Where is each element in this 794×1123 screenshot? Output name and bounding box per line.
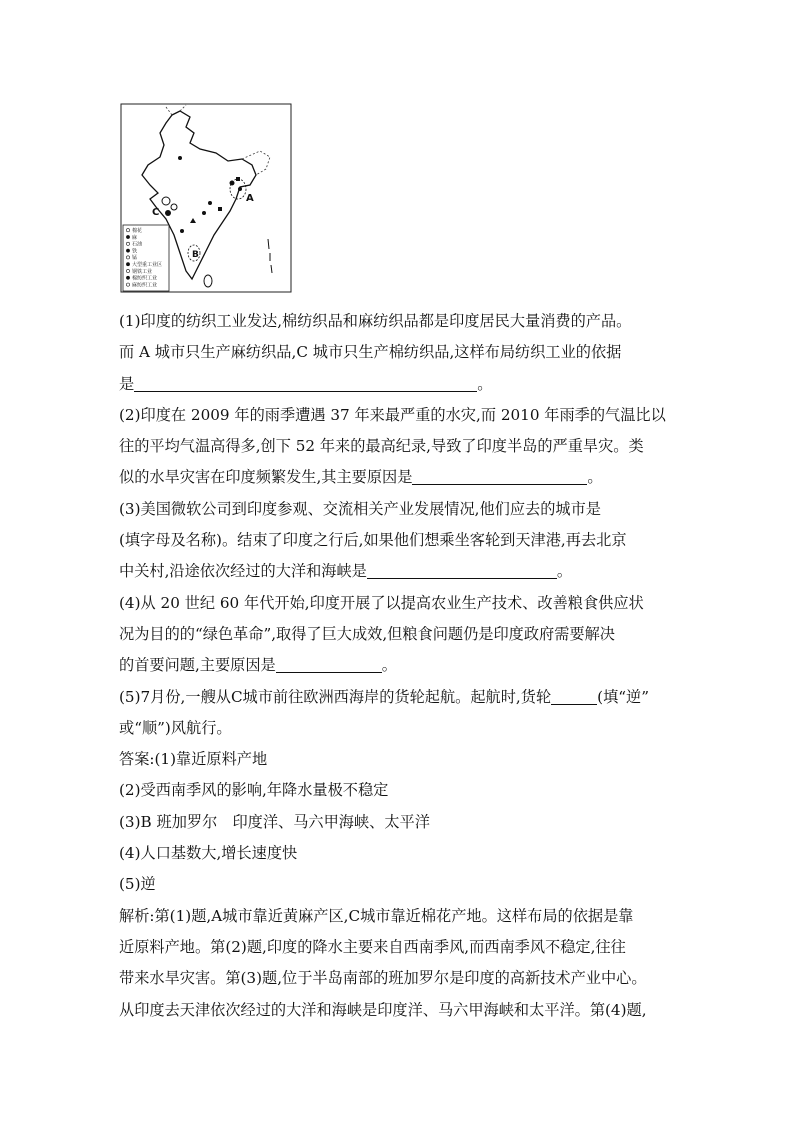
analysis-line-2: 近原料产地。第(2)题,印度的降水主要来自西南季风,而西南季风不稳定,往往 (119, 937, 626, 956)
map-symbol (218, 207, 222, 211)
answer-blank-2 (412, 464, 587, 485)
legend-symbol (126, 276, 129, 279)
q2-line-1: (2)印度在 2009 年的雨季遭遇 37 年来最严重的水灾,而 2010 年雨季的气温比以 (119, 405, 666, 424)
q1-line-3 (119, 369, 679, 400)
legend-symbol (126, 249, 129, 252)
q2-line-3-pre: 似的水旱灾害在印度频繁发生,其主要原因是 (119, 468, 413, 487)
q3-line-3-post: 。 (556, 562, 573, 581)
q2-line-3-post: 。 (587, 468, 603, 487)
q2-line-2: 往的平均气温高得多,创下 52 年来的最高纪录,导致了印度半岛的严重旱灾。类 (119, 437, 644, 456)
map-symbol (208, 201, 212, 205)
legend-symbol (126, 235, 129, 238)
q4-line-1: (4)从 20 世纪 60 年代开始,印度开展了以提高农业生产技术、改善粮食供应状 (119, 593, 644, 612)
answer-3: (3)B 班加罗尔 印度洋、马六甲海峡、太平洋 (119, 812, 430, 831)
legend-label: 大型重工业区 (132, 262, 163, 268)
analysis-line-3: 带来水旱灾害。第(3)题,位于半岛南部的班加罗尔是印度的高新技术产业中心。 (119, 969, 647, 988)
answer-blank-4 (276, 652, 382, 673)
analysis-line-4: 从印度去天津依次经过的大洋和海峡是印度洋、马六甲海峡和太平洋。第(4)题, (119, 1000, 647, 1019)
legend-label: 钢铁工业 (132, 268, 153, 275)
q5-line-1-pre: (5)7月份,一艘从C城市前往欧洲西海岸的货轮起航。起航时,货轮 (119, 687, 552, 706)
legend-label: 铁 (132, 248, 138, 255)
q3-line-3 (119, 556, 679, 587)
map-label-c: C (152, 207, 160, 218)
legend-label: 棉纺织工业 (132, 275, 158, 282)
q1-line-2: 而 A 城市只生产麻纺织品,C 城市只生产棉纺织品,这样布局纺织工业的依据 (119, 343, 622, 362)
map-symbol (165, 210, 171, 216)
legend-label: 锰 (132, 255, 138, 262)
q2-line-3 (119, 462, 679, 493)
map-symbol (180, 229, 184, 233)
legend-symbol (126, 263, 129, 266)
map-symbol (202, 211, 206, 215)
legend-label: 棉花 (132, 228, 143, 234)
india-industry-map (120, 103, 292, 293)
answer-5: (5)逆 (119, 875, 156, 894)
q4-line-3-post: 。 (381, 656, 397, 675)
answer-blank-1 (134, 371, 477, 392)
q1-line-3-post: 。 (477, 374, 493, 393)
answer-4: (4)人口基数大,增长速度快 (119, 844, 298, 863)
answer-blank-3 (367, 558, 557, 579)
question-text (119, 306, 679, 1026)
analysis-line-1: 解析:第(1)题,A城市靠近黄麻产区,C城市靠近棉花产地。这样布局的依据是靠 (119, 906, 634, 925)
q1-line-1: (1)印度的纺织工业发达,棉纺织品和麻纺织品都是印度居民大量消费的产品。 (119, 312, 632, 330)
map-symbol (238, 187, 242, 191)
answer-title: 答案:(1)靠近原料产地 (119, 750, 268, 769)
legend-label: 石油 (132, 241, 143, 248)
map-label-a: A (246, 193, 254, 204)
q5-line-1-post: (填“逆” (597, 687, 649, 706)
q3-line-2: (填字母及名称)。结束了印度之行后,如果他们想乘坐客轮到天津港,再去北京 (119, 531, 627, 550)
q4-line-2: 况为目的的“绿色革命”,取得了巨大成效,但粮食问题仍是印度政府需要解决 (119, 624, 615, 643)
map-symbol (178, 156, 182, 160)
q4-line-3-pre: 的首要问题,主要原因是 (119, 656, 276, 675)
legend-label: 麻纺织工业 (132, 282, 158, 289)
legend-label: 麻 (132, 234, 138, 241)
sri-lanka (204, 275, 212, 287)
q5-line-2: 或“顺”)风航行。 (119, 718, 232, 737)
q1-line-3-pre: 是 (119, 374, 135, 393)
map-label-b: B (192, 250, 199, 260)
answer-2: (2)受西南季风的影响,年降水量极不稳定 (119, 781, 389, 800)
q3-line-3-pre: 中关村,沿途依次经过的大洋和海峡是 (119, 562, 367, 581)
q3-line-1: (3)美国微软公司到印度参观、交流相关产业发展情况,他们应去的城市是 (119, 499, 601, 518)
map-symbol (230, 181, 235, 186)
answer-blank-5 (551, 684, 597, 705)
q4-line-3 (119, 650, 679, 681)
q5-line-1 (119, 682, 679, 713)
map-legend (123, 225, 169, 291)
